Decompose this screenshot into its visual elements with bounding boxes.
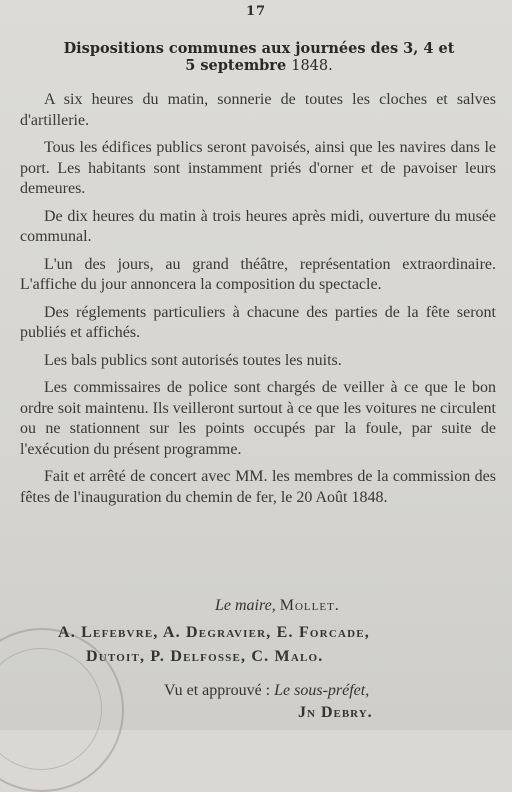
paragraph: Fait et arrêté de concert avec MM. les membres de la commission des fêtes de l'inauguration du chemin de fer, le 20 Août 1848. xyxy=(20,468,496,506)
paragraph: Les commissaires de police sont chargés de veiller à ce que le bon ordre soit maintenu. Ils veilleront surtout à ce que les voitures ne circulent ou ne stationnent sur les points occupés par la foule, par suite de l'exécution du présent programme. xyxy=(20,379,496,458)
heading-line-2 xyxy=(24,57,494,75)
commission-names-line-1: A. Lefebvre, A. Degravier, E. Forcade, xyxy=(58,624,370,641)
approval-line xyxy=(164,682,369,700)
paragraph: Les bals publics sont autorisés toutes les nuits. xyxy=(44,351,342,369)
paragraph: Tous les édifices publics seront pavoisés, ainsi que les navires dans le port. Les habitants sont instamment priés d'orner et de pavoiser leurs demeures. xyxy=(20,139,496,197)
maire-name: Mollet. xyxy=(279,597,340,614)
sous-prefet-title: Le sous-préfet, xyxy=(274,682,370,699)
section-heading xyxy=(24,40,494,75)
paragraph: De dix heures du matin à trois heures après midi, ouverture du musée communal. xyxy=(20,207,496,245)
body-text xyxy=(20,90,496,515)
maire-title: Le maire, xyxy=(215,597,276,614)
heading-date: 5 septembre xyxy=(185,57,287,74)
paragraph: Des réglements particuliers à chacune des parties de la fête seront publiés et affichés. xyxy=(20,303,496,341)
paragraph: L'un des jours, au grand théâtre, représentation extraordinaire. L'affiche du jour annoncera la composition du spectacle. xyxy=(20,255,496,293)
heading-year: 1848. xyxy=(291,58,333,74)
heading-line-1: Dispositions communes aux journées des 3, 4 et xyxy=(63,40,455,57)
page-number: 17 xyxy=(245,4,267,19)
paragraph: A six heures du matin, sonnerie de toutes les cloches et salves d'artillerie. xyxy=(20,91,496,129)
maire-signature xyxy=(215,597,340,615)
sous-prefet-name: Jn Debry. xyxy=(298,704,373,721)
approval-label: Vu et approuvé : xyxy=(164,682,271,699)
commission-names-line-2: Dutoit, P. Delfosse, C. Malo. xyxy=(86,648,324,665)
